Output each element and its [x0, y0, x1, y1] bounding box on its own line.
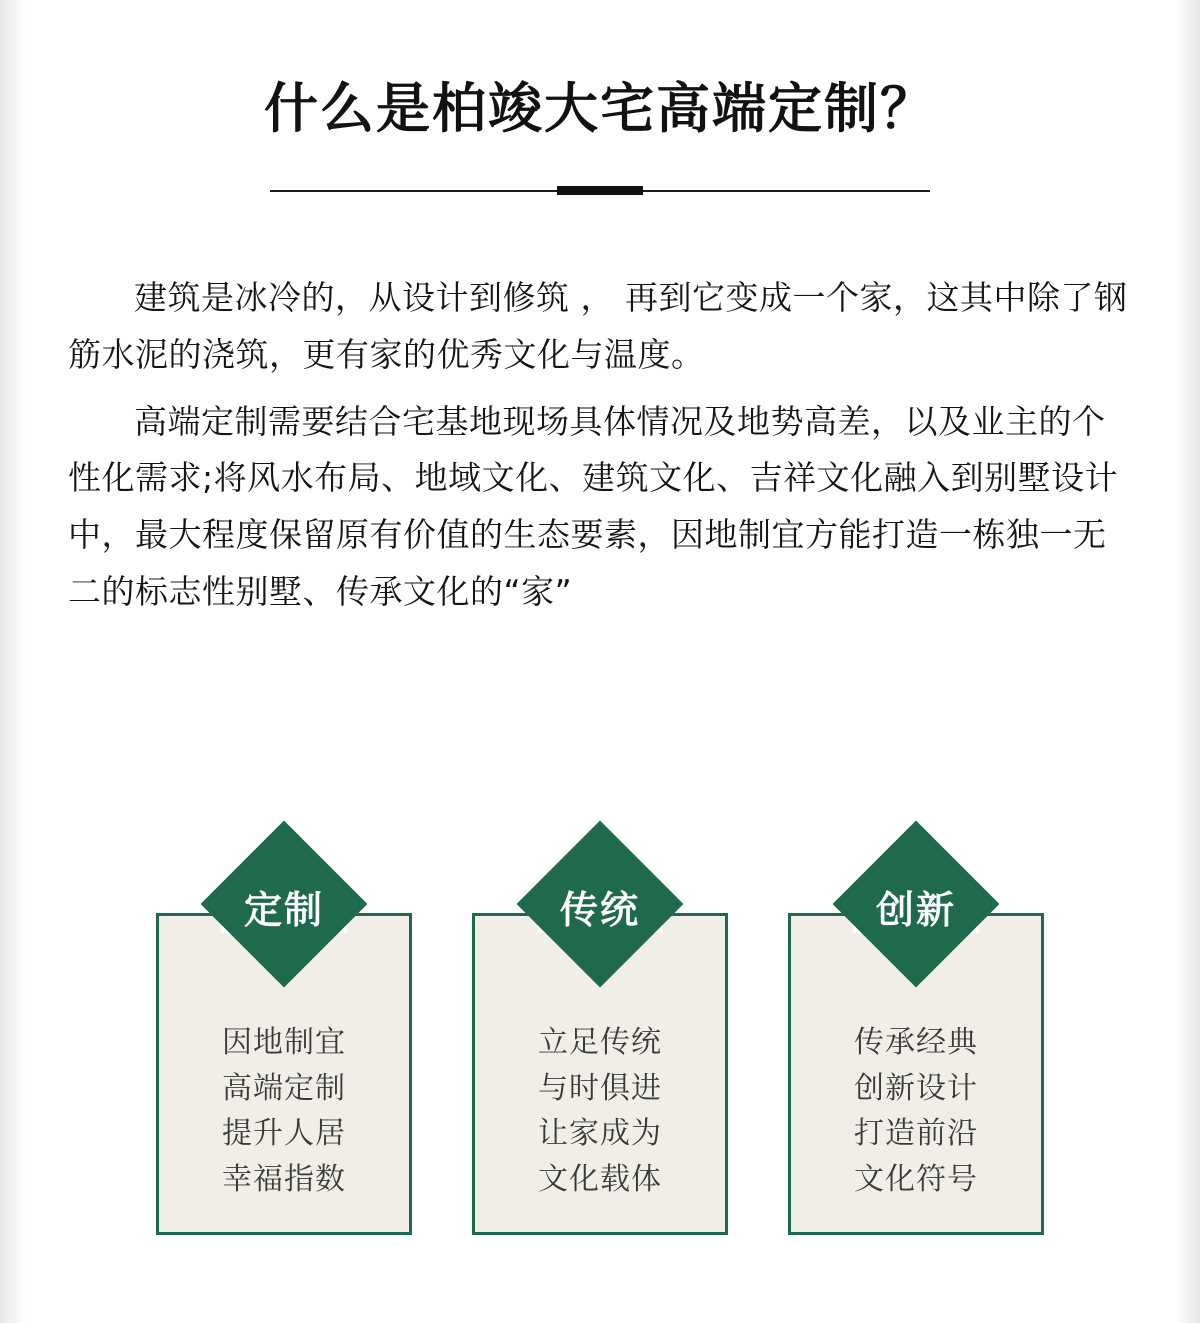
feature-cards [0, 845, 1200, 1235]
page-title: 什么是柏竣大宅高端定制？ [264, 77, 936, 140]
card-line: 传承经典 [854, 1025, 978, 1060]
feature-card [788, 845, 1044, 1235]
card-line: 创新设计 [854, 1070, 978, 1106]
card-line: 立足传统 [538, 1025, 662, 1060]
paragraph-2: 高端定制需要结合宅基地现场具体情况及地势高差，以及业主的个性化需求;将风水布局、地域文化、建筑文化、吉祥文化融入到别墅设计中，最大程度保留原有价值的生态要素，因地制宜方能打造一栋独一无二的标志性别墅、传承文化的“家” [68, 401, 1119, 611]
card-badge-label: 定制 [243, 888, 324, 932]
card-text-block [472, 1020, 728, 1202]
card-line: 幸福指数 [222, 1161, 346, 1197]
card-badge-label: 传统 [559, 888, 640, 932]
title-divider [270, 186, 930, 196]
card-badge-label: 创新 [875, 888, 956, 932]
card-line: 因地制宜 [222, 1025, 346, 1060]
card-line: 与时俱进 [538, 1070, 662, 1106]
card-line: 让家成为 [538, 1116, 662, 1152]
card-line: 提升人居 [222, 1116, 346, 1152]
card-text-block [788, 1020, 1044, 1202]
card-line: 高端定制 [222, 1070, 346, 1106]
feature-card [156, 845, 412, 1235]
paragraph-1: 建筑是冰冷的，从设计到修筑 ， 再到它变成一个家，这其中除了钢筋水泥的浇筑，更有家的优秀文化与温度。 [68, 278, 1128, 374]
card-line: 文化载体 [538, 1161, 662, 1197]
title-block [0, 0, 1200, 196]
body-copy [68, 270, 1132, 621]
card-text-block [156, 1020, 412, 1202]
feature-card [472, 845, 728, 1235]
card-line: 文化符号 [854, 1161, 978, 1197]
divider-accent [557, 186, 643, 195]
card-line: 打造前沿 [854, 1116, 978, 1152]
